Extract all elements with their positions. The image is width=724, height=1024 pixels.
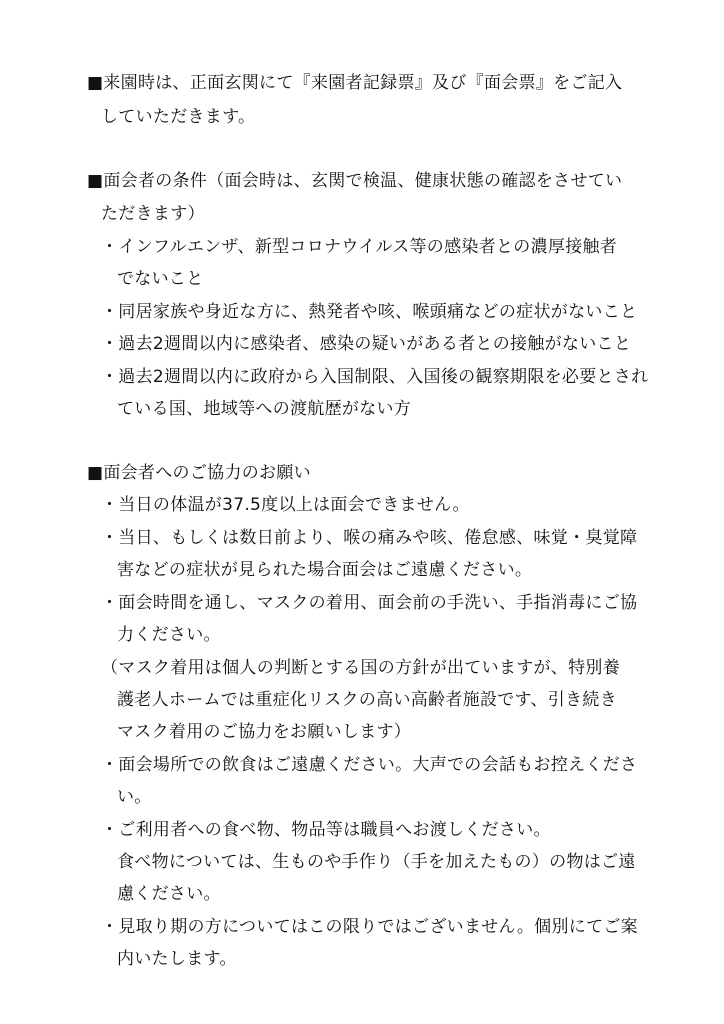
request-item-2: ・当日、もしくは数日前より、喉の痛みや咳、倦怠感、味覚・臭覚障 <box>101 528 638 548</box>
condition-item-4: ・過去2週間以内に政府から入国制限、入国後の観察期限を必要とされ <box>101 367 649 387</box>
request-item-3: ・面会時間を通し、マスクの着用、面会前の手洗い、手指消毒にご協 <box>101 593 638 613</box>
request-item-1: ・当日の体温が37.5度以上は面会できません。 <box>101 495 470 515</box>
request-item-5: ・ご利用者への食べ物、物品等は職員へお渡しください。 <box>101 820 551 840</box>
mask-note-cont-2: マスク着用のご協力をお願いします） <box>117 722 412 742</box>
section-heading-visit-cont: していただきます。 <box>101 107 256 127</box>
mask-note-cont-1: 護老人ホームでは重症化リスクの高い高齢者施設です、引き続き <box>117 690 617 710</box>
section-heading-requests: ■面会者へのご協力のお願い <box>87 463 311 483</box>
condition-item-2: ・同居家族や身近な方に、熱発者や咳、喉頭痛などの症状がないこと <box>101 302 638 322</box>
request-item-5-cont-1: 食べ物については、生ものや手作り（手を加えたもの）の物はご遠 <box>117 852 636 872</box>
condition-item-1-cont: でないこと <box>117 269 204 289</box>
section-heading-conditions: ■面会者の条件（面会時は、玄関で検温、健康状態の確認をさせてい <box>87 171 623 191</box>
request-item-3-cont: 力ください。 <box>117 625 221 645</box>
condition-item-1: ・インフルエンザ、新型コロナウイルス等の感染者との濃厚接触者 <box>101 237 618 257</box>
request-item-2-cont: 害などの症状が見られた場合面会はご遠慮ください。 <box>117 560 533 580</box>
mask-note: （マスク着用は個人の判断とする国の方針が出ていますが、特別養 <box>101 658 620 678</box>
request-item-6-cont: 内いたします。 <box>117 949 237 969</box>
section-heading-conditions-cont: ただきます） <box>101 204 205 224</box>
request-item-4-cont: い。 <box>117 787 152 807</box>
request-item-6: ・見取り期の方についてはこの限りではございません。個別にてご案 <box>101 917 638 937</box>
request-item-5-cont-2: 慮ください。 <box>117 884 221 904</box>
request-item-4: ・面会場所での飲食はご遠慮ください。大声での会話もお控えくださ <box>101 755 638 775</box>
condition-item-4-cont: ている国、地域等への渡航歴がない方 <box>117 399 412 419</box>
condition-item-3: ・過去2週間以内に感染者、感染の疑いがある者との接触がないこと <box>101 334 632 354</box>
section-heading-visit: ■来園時は、正面玄関にて『来園者記録票』及び『面会票』をご記入 <box>87 73 623 93</box>
